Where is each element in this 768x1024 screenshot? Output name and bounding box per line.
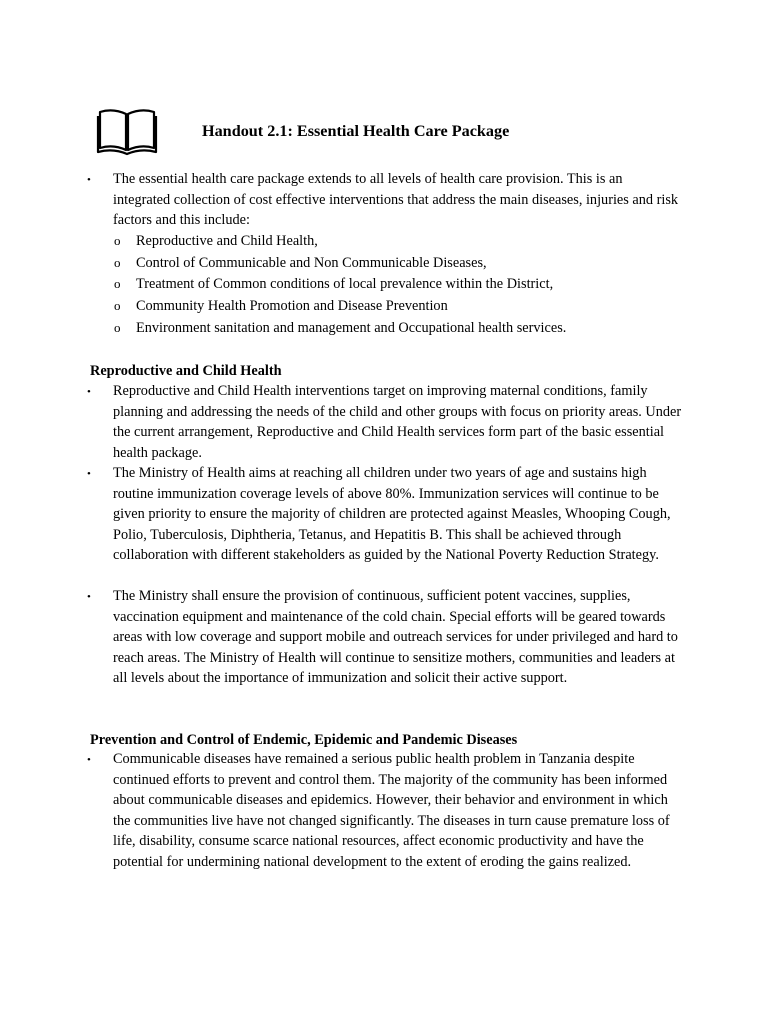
bullet-marker: • [87, 754, 91, 766]
sub-list-item: Environment sanitation and management and Occupational health services. [136, 320, 567, 336]
prevention-paragraph: Communicable diseases have remained a serious public health problem in Tanzania despite continued efforts to prevent and control them. The majority of the community has been informed about communicable diseases and epidemics. However, their behavior and environment in which the communities live have not changed significantly. The diseases in turn cause premature loss of life, disability, consume scarce national resources, affect economic productivity and have the potential for undermining national development to the extent of eroding the gains realized. [113, 751, 670, 870]
sub-bullet-marker: o [114, 255, 121, 270]
bullet-marker: • [87, 468, 91, 480]
rch-paragraph: Reproductive and Child Health interventions target on improving maternal conditions, family planning and addressing the needs of the child and other groups with focus on priority areas. Under the current arrangement, Reproductive and Child Health services form part of the basic essential health package. [113, 383, 682, 461]
sub-bullet-marker: o [114, 276, 121, 291]
intro-paragraph: The essential health care package extends to all levels of health care provision. This is an integrated collection of cost effective interventions that address the main diseases, injuries and risk factors and this include: [113, 171, 679, 229]
section-heading-prevention: Prevention and Control of Endemic, Epidemic and Pandemic Diseases [90, 732, 518, 748]
sub-bullet-marker: o [114, 298, 121, 313]
sub-bullet-marker: o [114, 320, 121, 335]
rch-paragraph: The Ministry of Health aims at reaching all children under two years of age and sustains high routine immunization coverage levels of above 80%. Immunization services will continue to be given priority to ensure the majority of children are protected against Measles, Whooping Cough, Polio, Tuberculosis, Diphtheria, Tetanus, and Hepatitis B. This shall be achieved through collaboration with different stakeholders as guided by the National Poverty Reduction Strategy. [113, 465, 671, 564]
bullet-marker: • [87, 591, 91, 603]
sub-list-item: Reproductive and Child Health, [136, 233, 318, 249]
handout-title: Handout 2.1: Essential Health Care Package [202, 122, 510, 140]
sub-list-item: Treatment of Common conditions of local prevalence within the District, [136, 276, 554, 292]
bullet-marker: • [87, 386, 91, 398]
rch-paragraph: The Ministry shall ensure the provision of continuous, sufficient potent vaccines, supplies, vaccination equipment and maintenance of the cold chain. Special efforts will be geared towards areas with low coverage and support mobile and outreach services for under privileged and hard to reach areas. The Ministry of Health will continue to sensitize mothers, communities and leaders at all levels about the importance of immunization and solicit their active support. [113, 588, 678, 687]
open-book-icon [96, 106, 158, 156]
sub-list-item: Community Health Promotion and Disease Prevention [136, 298, 448, 314]
sub-bullet-marker: o [114, 233, 121, 248]
bullet-marker: • [87, 174, 91, 186]
sub-list-item: Control of Communicable and Non Communicable Diseases, [136, 255, 487, 271]
section-heading-rch: Reproductive and Child Health [90, 363, 282, 379]
